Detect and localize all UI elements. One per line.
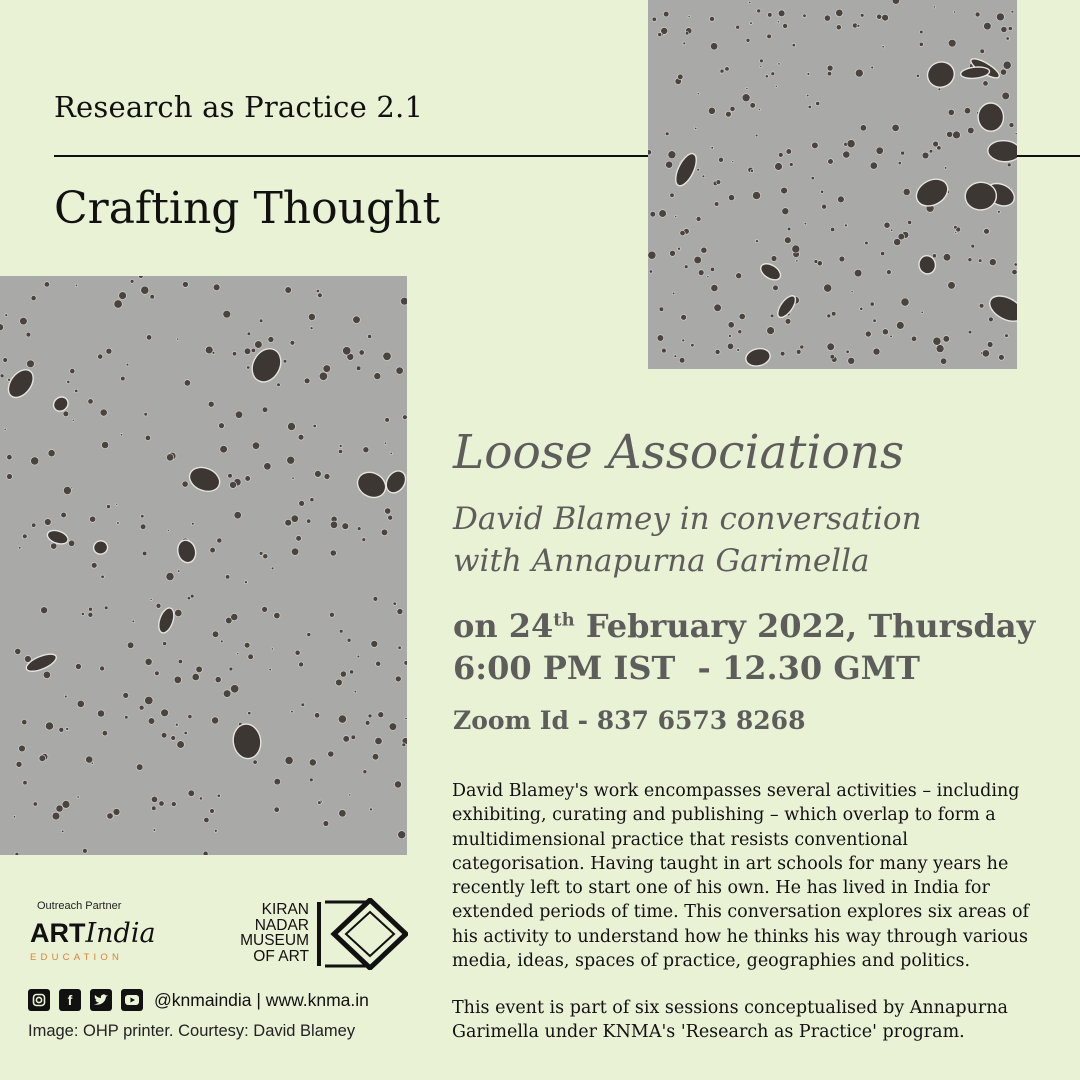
event-datetime [453, 605, 1035, 689]
social-bar [28, 989, 369, 1011]
water-droplets-image-top [648, 0, 1017, 369]
instagram-icon[interactable] [28, 989, 50, 1011]
artindia-education-label: EDUCATION [30, 952, 124, 963]
program-note: This event is part of six sessions conceptualised by Annapurna Garimella under KNMA's 'Research as Practice' program. [452, 998, 1008, 1043]
event-speakers [453, 498, 922, 582]
event-title: Loose Associations [453, 425, 905, 480]
youtube-icon[interactable] [121, 989, 143, 1011]
event-description: David Blamey's work encompasses several activities – including exhibiting, curating and publishing – which overlap to form a multidimensional practice that resists conventional categorisation. Having taught in art schools for many years he recently left to start one of his own. He has lived in India for extended periods of time. This conversation explores six areas of his activity to understand how he thinks his way through various media, ideas, spaces of practice, geographies and politics. [452, 781, 1029, 972]
event-date: on 24th February 2022, Thursday [453, 607, 1036, 645]
page-title: Crafting Thought [54, 183, 441, 234]
social-handle[interactable]: @knmaindia | www.knma.in [154, 989, 369, 1010]
knma-logo-icon [316, 898, 408, 970]
zoom-id: Zoom Id - 837 6573 8268 [453, 706, 806, 735]
event-time: 6:00 PM IST - 12.30 GMT [453, 649, 920, 687]
partner-label: Outreach Partner [37, 900, 122, 912]
water-droplets-image-left [0, 276, 407, 855]
speakers-line-2: with Annapurna Garimella [453, 543, 870, 579]
knma-wordmark: KIRAN NADAR MUSEUM OF ART [240, 901, 309, 965]
twitter-icon[interactable] [90, 989, 112, 1011]
speakers-line-1: David Blamey in conversation [453, 501, 922, 537]
facebook-icon[interactable]: f [59, 989, 81, 1011]
artindia-logo: ARTIndia [30, 918, 156, 949]
series-title: Research as Practice 2.1 [54, 90, 424, 124]
image-credit: Image: OHP printer. Courtesy: David Blamey [28, 1022, 356, 1040]
